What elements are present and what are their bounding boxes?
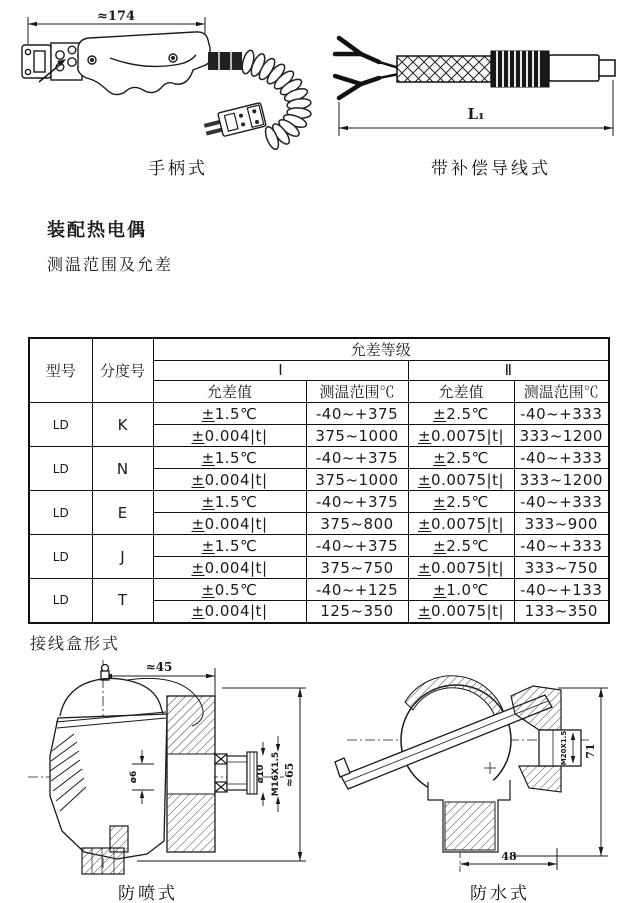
side-bracket — [511, 686, 581, 792]
cell-model: LD — [29, 447, 92, 491]
mounting-plate — [167, 696, 215, 852]
cell-tolerance — [153, 601, 306, 623]
tolerance-value: 0.004|t| — [204, 602, 268, 621]
plus-minus-sign: ± — [417, 470, 432, 489]
dim-label-d6: ø6 — [129, 770, 139, 784]
cell-model: LD — [29, 535, 92, 579]
dim-label-48: 48 — [501, 850, 517, 863]
plus-minus-sign: ± — [201, 448, 215, 467]
dim-label-174: ≈174 — [96, 9, 136, 24]
tolerance-value: 0.0075|t| — [431, 470, 505, 489]
plus-minus-sign: ± — [201, 404, 215, 423]
table-row — [29, 403, 609, 425]
cell-range: 375~800 — [306, 513, 408, 535]
cell-range: -40~+333 — [514, 447, 609, 469]
dim-label-65: ≈65 — [283, 762, 296, 788]
cell-model: LD — [29, 403, 92, 447]
caption-handle-style: 手柄式 — [148, 159, 208, 178]
cell-tolerance — [153, 513, 306, 535]
plus-minus-sign: ± — [417, 426, 432, 445]
table-row — [29, 491, 609, 513]
cell-tolerance — [408, 601, 514, 623]
cell-graduation: E — [92, 491, 153, 535]
cell-range: -40~+133 — [514, 579, 609, 601]
cell-tolerance — [408, 557, 514, 579]
cell-range: -40~+375 — [306, 535, 408, 557]
subsection-title: 测温范围及允差 — [47, 257, 174, 274]
tolerance-value: 1.5℃ — [214, 404, 258, 423]
header-temp-range-1: 测温范围℃ — [306, 381, 408, 403]
strain-relief-boot — [208, 52, 242, 70]
plus-minus-sign: ± — [191, 558, 205, 577]
lead-wires — [379, 62, 399, 78]
cell-tolerance — [408, 535, 514, 557]
plus-minus-sign: ± — [191, 514, 205, 533]
cell-range: 133~350 — [514, 601, 609, 623]
tolerance-value: 1.5℃ — [214, 536, 258, 555]
cell-tolerance — [153, 469, 306, 491]
caption-compensating-lead: 带补偿导线式 — [431, 159, 551, 178]
figure-compensating-lead — [325, 18, 625, 148]
cell-range: 125~350 — [306, 601, 408, 623]
coiled-cable — [240, 49, 312, 150]
cell-range: 333~900 — [514, 513, 609, 535]
cell-tolerance — [408, 447, 514, 469]
plus-minus-sign: ± — [201, 536, 215, 555]
tolerance-value: 0.0075|t| — [431, 558, 505, 577]
figure-waterproof — [333, 656, 629, 878]
header-tolerance-class: 允差等级 — [153, 338, 609, 361]
plus-minus-sign: ± — [417, 558, 432, 577]
cell-graduation: N — [92, 447, 153, 491]
cell-tolerance — [408, 403, 514, 425]
cell-range: 333~1200 — [514, 425, 609, 447]
figure-splash-proof — [22, 656, 310, 878]
tolerance-value: 0.004|t| — [204, 558, 268, 577]
cell-tolerance — [408, 425, 514, 447]
dim-label-m20: M20X1.5 — [560, 730, 568, 766]
junction-box-title: 接线盒形式 — [30, 636, 121, 653]
plus-minus-sign: ± — [433, 404, 447, 423]
tolerance-value: 0.004|t| — [204, 470, 268, 489]
cell-range: -40~+125 — [306, 579, 408, 601]
cell-range: 333~1200 — [514, 469, 609, 491]
cell-range: 375~750 — [306, 557, 408, 579]
cell-graduation: T — [92, 579, 153, 623]
cell-range: -40~+375 — [306, 403, 408, 425]
plus-minus-sign: ± — [417, 602, 432, 621]
cell-tolerance — [153, 535, 306, 557]
tolerance-value: 2.5℃ — [446, 404, 489, 423]
cell-tolerance — [408, 491, 514, 513]
header-model: 型号 — [29, 338, 92, 403]
cell-tolerance — [408, 513, 514, 535]
cell-tolerance — [153, 403, 306, 425]
plus-minus-sign: ± — [417, 514, 432, 533]
tolerance-value: 0.0075|t| — [431, 602, 505, 621]
plus-minus-sign: ± — [433, 536, 447, 555]
tolerance-value: 0.0075|t| — [431, 514, 505, 533]
plus-minus-sign: ± — [191, 470, 205, 489]
tolerance-value: 2.5℃ — [446, 448, 489, 467]
caption-splash-proof: 防喷式 — [118, 884, 178, 903]
cell-tolerance — [153, 579, 306, 601]
cell-tolerance — [153, 557, 306, 579]
plus-minus-sign: ± — [201, 492, 215, 511]
handle-drawing — [22, 32, 210, 95]
cell-range: -40~+333 — [514, 491, 609, 513]
cell-model: LD — [29, 579, 92, 623]
cell-graduation: J — [92, 535, 153, 579]
tolerance-value: 0.5℃ — [214, 580, 258, 599]
plus-minus-sign: ± — [433, 448, 447, 467]
cell-range: 375~1000 — [306, 469, 408, 491]
cell-range: 375~1000 — [306, 425, 408, 447]
threaded-fitting — [215, 752, 257, 794]
table-row — [29, 535, 609, 557]
header-tolerance-value-2: 允差值 — [408, 381, 514, 403]
cell-range: -40~+333 — [514, 535, 609, 557]
cell-tolerance — [408, 469, 514, 491]
dim-label-71: 71 — [584, 743, 597, 759]
tolerance-value: 0.004|t| — [204, 426, 268, 445]
cell-model: LD — [29, 491, 92, 535]
tolerance-value: 1.5℃ — [214, 448, 258, 467]
tolerance-value: 2.5℃ — [446, 492, 489, 511]
cell-range: 333~750 — [514, 557, 609, 579]
table-row — [29, 447, 609, 469]
dim-label-m16: M16X1.5 — [271, 751, 281, 797]
cell-tolerance — [153, 425, 306, 447]
plus-minus-sign: ± — [191, 426, 205, 445]
table-row — [29, 579, 609, 601]
figure-handle-style — [15, 8, 320, 150]
cell-tolerance — [153, 491, 306, 513]
section-title: 装配热电偶 — [47, 220, 147, 240]
cell-range: -40~+375 — [306, 447, 408, 469]
header-graduation: 分度号 — [92, 338, 153, 403]
cell-range: -40~+333 — [514, 403, 609, 425]
plus-minus-sign: ± — [433, 580, 447, 599]
plus-minus-sign: ± — [201, 580, 215, 599]
tolerance-value: 1.5℃ — [214, 492, 258, 511]
dim-label-L1: L₁ — [467, 105, 485, 123]
fork-terminals — [335, 38, 379, 98]
tolerance-table — [28, 337, 610, 624]
header-class-1: Ⅰ — [153, 361, 408, 381]
tolerance-value: 2.5℃ — [446, 536, 489, 555]
cell-tolerance — [153, 447, 306, 469]
plus-minus-sign: ± — [191, 602, 205, 621]
dim-label-d10: ø10 — [256, 764, 266, 784]
connector-plug — [202, 103, 266, 141]
header-tolerance-value-1: 允差值 — [153, 381, 306, 403]
cable-body — [397, 51, 615, 87]
cell-range: -40~+375 — [306, 491, 408, 513]
plus-minus-sign: ± — [433, 492, 447, 511]
header-temp-range-2: 测温范围℃ — [514, 381, 609, 403]
caption-waterproof: 防水式 — [470, 884, 530, 903]
dim-label-45: ≈45 — [145, 660, 173, 674]
cell-graduation: K — [92, 403, 153, 447]
tolerance-value: 0.0075|t| — [431, 426, 505, 445]
tolerance-value: 1.0℃ — [446, 580, 489, 599]
cell-tolerance — [408, 579, 514, 601]
tolerance-value: 0.004|t| — [204, 514, 268, 533]
header-class-2: Ⅱ — [408, 361, 609, 381]
